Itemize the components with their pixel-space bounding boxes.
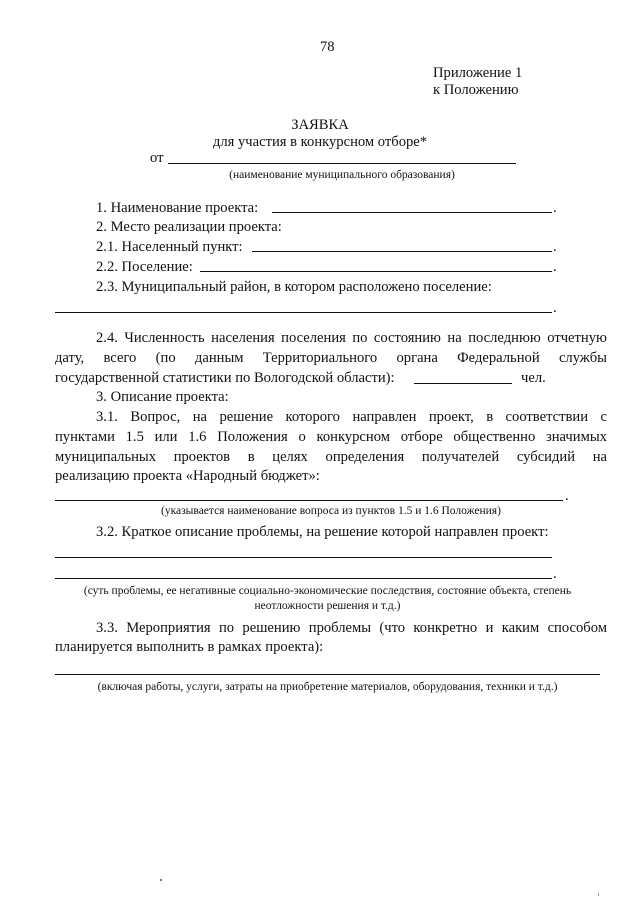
question-3-1-answer-line (55, 500, 563, 501)
period-mark: . (553, 200, 557, 216)
from-hint: (наименование муниципального образования) (229, 169, 455, 181)
period-mark: . (553, 300, 557, 316)
question-3-3-answer-line (55, 674, 600, 675)
question-3-1-line-1: 3.1. Вопрос, на решение которого направлен проект, в соответствии с (96, 409, 607, 425)
question-3-2-answer-line-1 (55, 557, 552, 558)
field-municipality-line (200, 271, 552, 272)
appendix-line-1: Приложение 1 (433, 65, 523, 81)
field-project-name-label: 1. Наименование проекта: (96, 200, 259, 216)
field-location-label: 2. Место реализации проекта: (96, 219, 282, 235)
field-settlement-label: 2.1. Населенный пункт: (96, 239, 243, 255)
question-3-2-hint-line-1: (суть проблемы, ее негативные социально-экономические последствия, состояние объекта, степень (83, 585, 572, 597)
field-district-line (55, 312, 552, 313)
population-line-1: 2.4. Численность населения поселения по состоянию на последнюю отчетную (96, 330, 607, 346)
field-settlement-line (252, 251, 552, 252)
field-district-label: 2.3. Муниципальный район, в котором расположено поселение: (96, 279, 492, 295)
appendix-line-2: к Положению (433, 82, 519, 98)
question-3-3-line-1: 3.3. Мероприятия по решению проблемы (что конкретно и каким способом (96, 620, 607, 636)
population-line-2: дату, всего (по данным Территориального органа Федеральной службы (55, 350, 607, 366)
population-line-3: государственной статистики по Вологодской области): (55, 370, 395, 386)
from-underline (168, 163, 516, 164)
period-mark: . (565, 488, 569, 504)
document-title: ЗАЯВКА (291, 117, 349, 133)
page-number: 78 (320, 39, 335, 55)
question-3-1-line-3: муниципальных проектов в целях определения получателей субсидий на (55, 449, 607, 465)
question-3-3-line-2: планируется выполнить в рамках проекта): (55, 639, 324, 655)
question-3-1-line-4: реализацию проекта «Народный бюджет»: (55, 468, 320, 484)
question-3-2-answer-line-2 (55, 578, 552, 579)
field-municipality-label: 2.2. Поселение: (96, 259, 193, 275)
scan-speck (598, 893, 599, 896)
field-project-name-line (272, 212, 552, 213)
population-unit: чел. (521, 370, 546, 386)
period-mark: . (553, 259, 557, 275)
period-mark: . (553, 239, 557, 255)
question-3-3-hint: (включая работы, услуги, затраты на приобретение материалов, оборудования, техники и т.д.) (97, 681, 558, 693)
document-subtitle: для участия в конкурсном отборе* (212, 134, 428, 150)
question-3-1-line-2: пунктами 1.5 или 1.6 Положения о конкурсном отборе общественно значимых (55, 429, 607, 445)
population-value-line (414, 383, 512, 384)
scan-speck (160, 879, 162, 881)
question-3-2: 3.2. Краткое описание проблемы, на решение которой направлен проект: (96, 524, 549, 540)
question-3-2-hint-line-2: неотложности решения и т.д.) (254, 600, 401, 612)
question-3-1-hint: (указывается наименование вопроса из пунктов 1.5 и 1.6 Положения) (161, 505, 501, 517)
description-heading: 3. Описание проекта: (96, 389, 229, 405)
period-mark: . (553, 566, 557, 582)
from-label: от (150, 150, 164, 166)
